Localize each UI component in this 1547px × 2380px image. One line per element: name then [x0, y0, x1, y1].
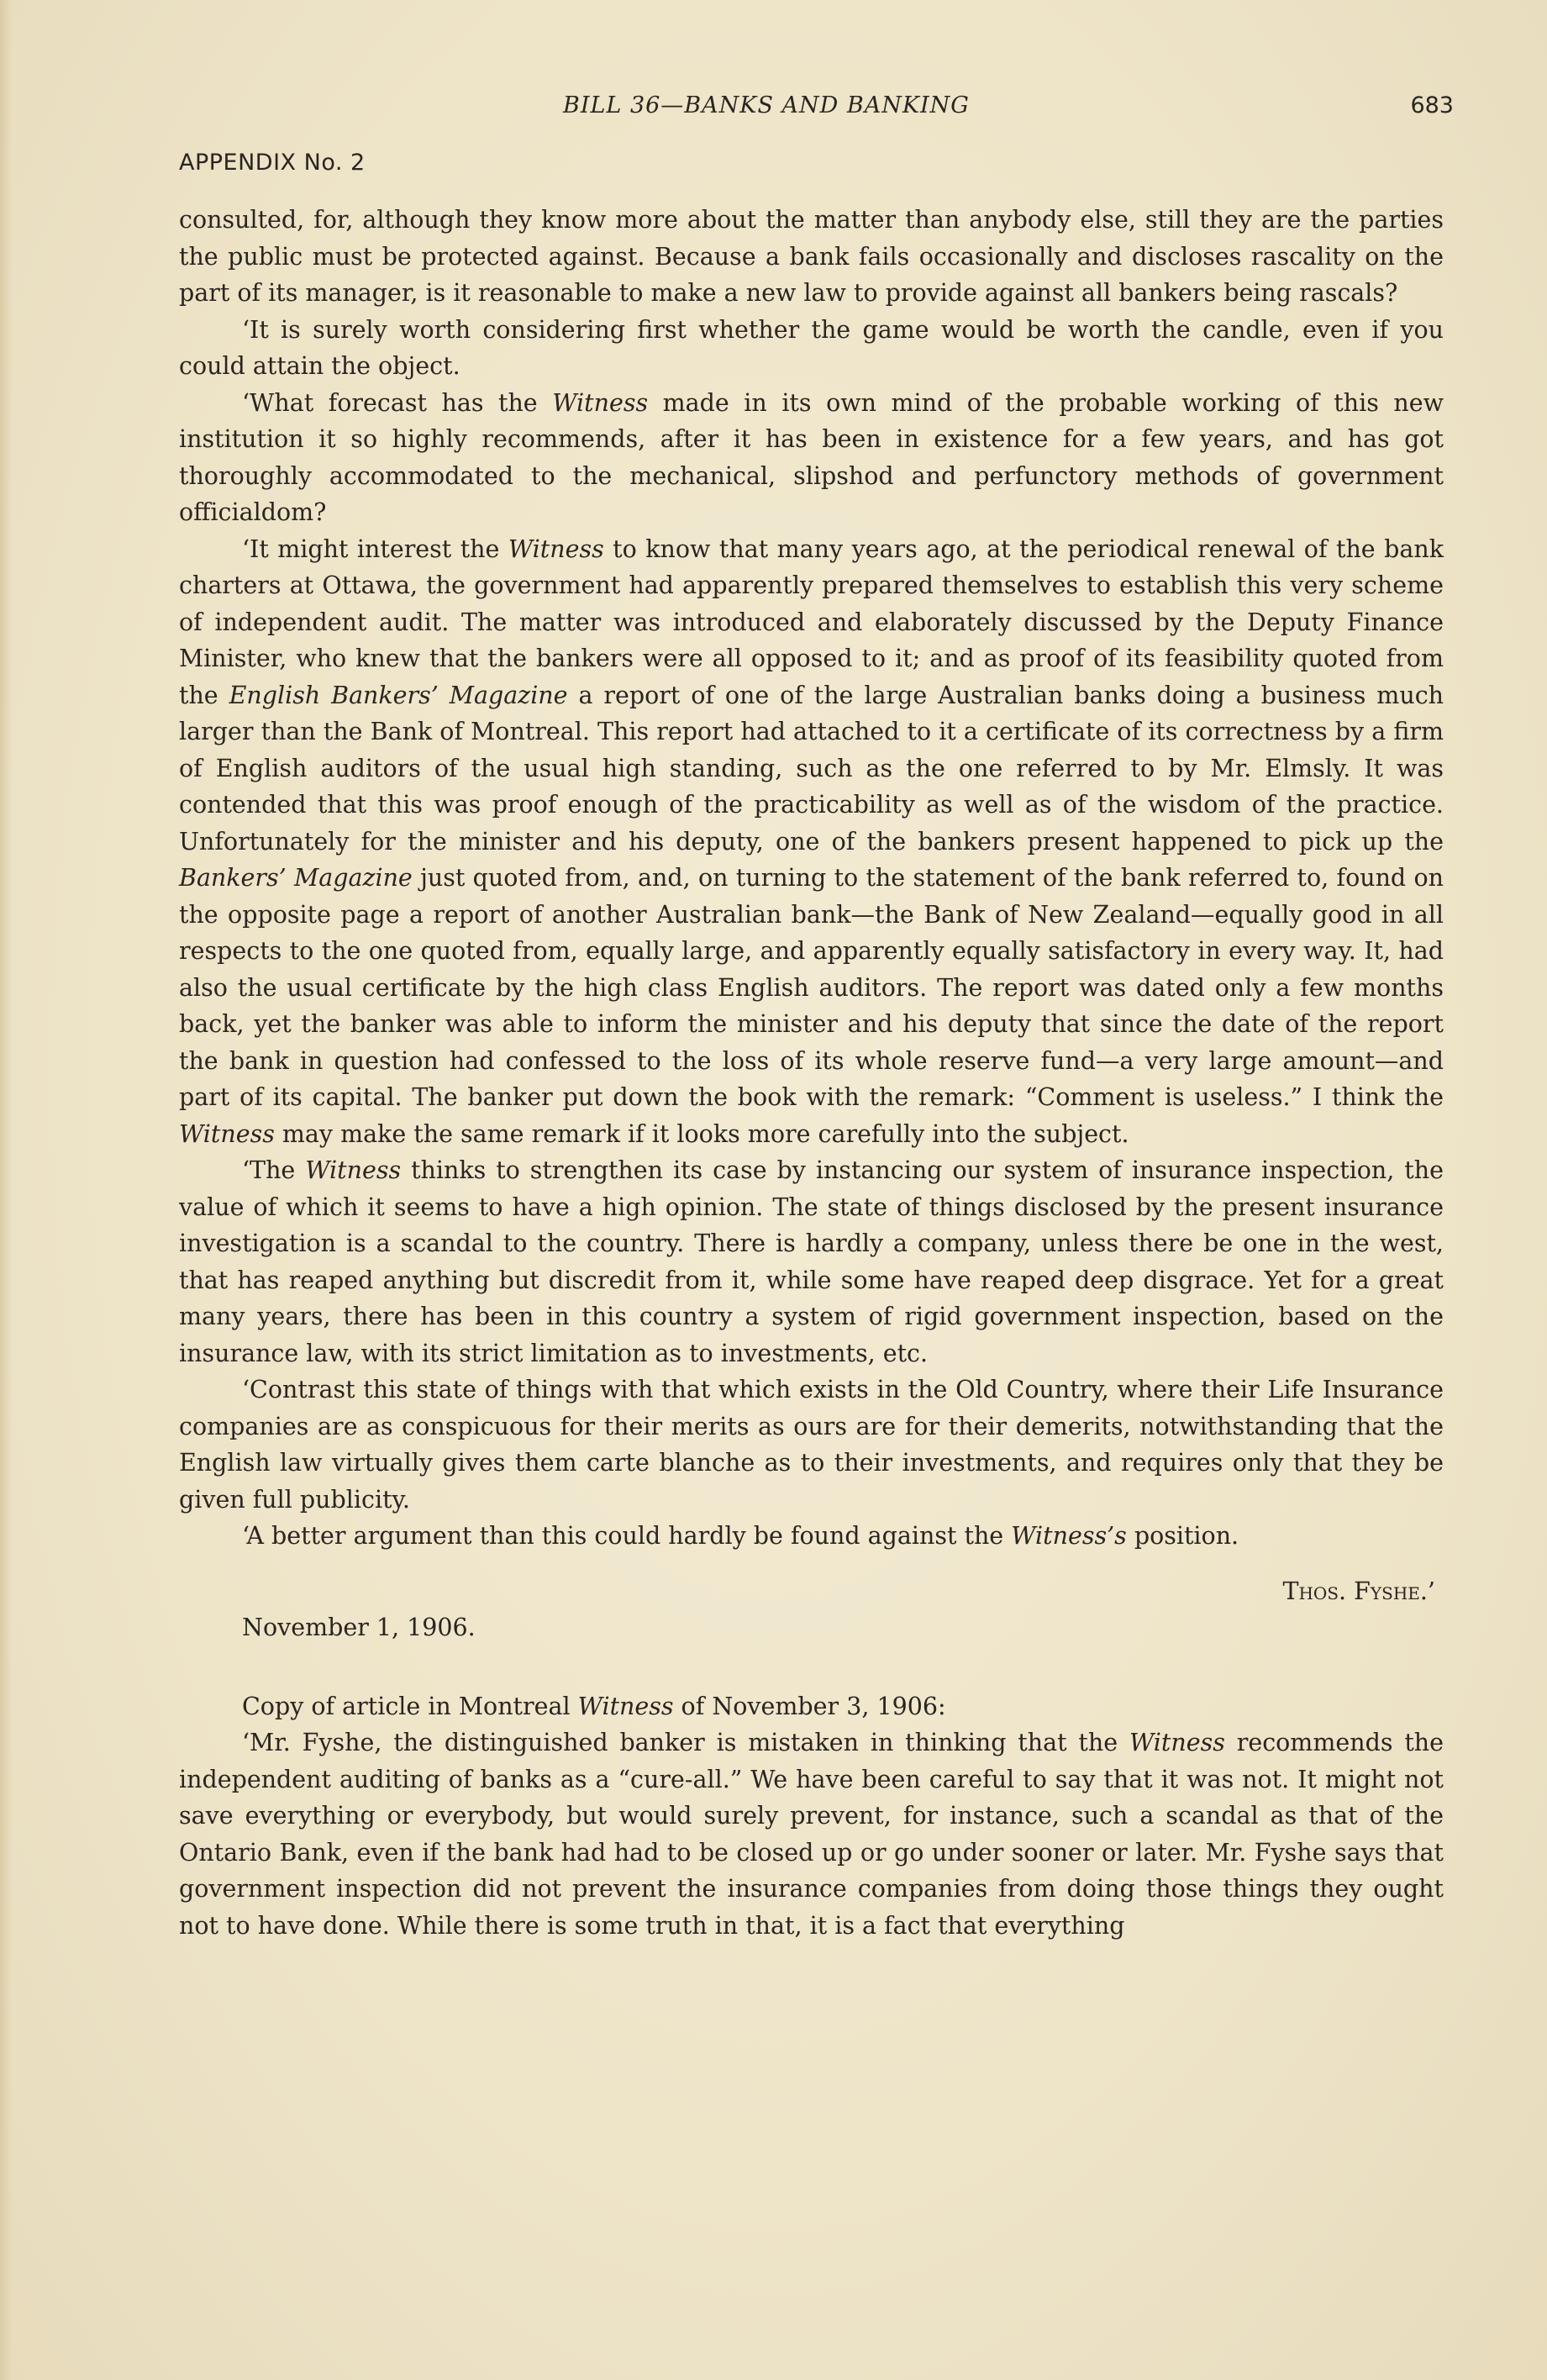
copy-heading [179, 1688, 1444, 1725]
running-head: BILL 36—BANKS AND BANKING [563, 92, 970, 118]
text-run: thinks to strengthen its case by instancing our system of insurance inspection, the value of which it seems to have a high opinion. The state of things disclosed by the present insurance investigation is a scandal to the country. There is hardly a company, unless there be one in the west, that has reaped anything but discredit from it, while some have reaped deep disgrace. Yet for a great many years, there has been in this country a system of rigid government inspection, based on the insurance law, with its strict limitation as to investments, etc. [179, 1156, 1444, 1367]
publication-name: Bankers’ Magazine [179, 864, 413, 892]
paragraph-4 [179, 531, 1444, 1153]
text-run: may make the same remark if it looks more carefully into the subject. [274, 1119, 1129, 1148]
text-run: ‘What forecast has the [242, 388, 553, 417]
text-run: made in its own mind of the probable working of this new institution it so highly recommends, after it has been in existence for a few years, and has got thoroughly accommodated to the mechanical, slipshod and perfunctory methods of government officialdom? [179, 388, 1444, 526]
publication-name: Witness [577, 1692, 674, 1720]
page-edge-shadow [0, 0, 12, 2380]
page-header [176, 92, 1454, 126]
text-run: of November 3, 1906: [673, 1692, 946, 1720]
paragraph-3 [179, 385, 1444, 531]
publication-name: English Bankers’ Magazine [229, 681, 568, 709]
paragraph-2: ‘It is surely worth considering first whether the game would be worth the candle, even if you could attain the object. [179, 315, 1444, 380]
text-run: just quoted from, and, on turning to the statement of the bank referred to, found on the opposite page a report of another Australian bank—the Bank of New Zealand—equally good in all respects to the one quoted from, equally large, and apparently equally satisfactory in every way. It, had also the usual certificate by the high class English auditors. The report was dated only a few months back, yet the banker was able to inform the minister and his deputy that since the date of the report the bank in question had confessed to the loss of its whole reserve fund—a very large amount—and part of its capital. The banker put down the book with the remark: “Comment is useless.” I think the [179, 864, 1444, 1111]
date-line: November 1, 1906. [242, 1614, 476, 1641]
signature: Thos. Fyshe.’ [1282, 1577, 1435, 1605]
text-run: ‘Mr. Fyshe, the distinguished banker is mistaken in thinking that the [242, 1729, 1129, 1756]
text-run: ‘A better argument than this could hardly be found against the [242, 1522, 1012, 1550]
text-run: position. [1126, 1522, 1239, 1550]
page-number: 683 [1410, 92, 1454, 118]
publication-name: Witness [305, 1156, 402, 1184]
paragraph-1: consulted, for, although they know more about the matter than anybody else, still they are the parties the public must be protected against. Because a bank fails occasionally and discloses rascality on the part of its manager, is it reasonable to make a new law to provide against all bankers being rascals? [179, 206, 1444, 307]
text-run: ‘The [242, 1156, 306, 1184]
publication-name: Witness [508, 534, 604, 563]
paragraph-6: ‘Contrast this state of things with that which exists in the Old Country, where their Life Insurance companies are as conspicuous for their merits as ours are for their demerits, notwithstanding that the English law virtually gives them carte blanche as to their investments, and requires only that they be given full publicity. [179, 1376, 1444, 1514]
publication-name: Witness [179, 1119, 275, 1148]
text-run: ‘It might interest the [242, 534, 508, 563]
appendix-label: APPENDIX No. 2 [179, 150, 366, 176]
paragraph-8 [179, 1724, 1444, 1944]
text-run: a report of one of the large Australian banks doing a business much larger than the Bank of Montreal. This report had attached to it a certificate of its correctness by a firm of English auditors of the usual high standing, such as the one referred to by Mr. Elmsly. It was contended that this was proof enough of the practicability as well as of the wisdom of the practice. Unfortunately for the minister and his deputy, one of the bankers present happened to pick up the [179, 681, 1444, 856]
publication-name: Witness [552, 388, 649, 417]
paragraph-5 [179, 1152, 1444, 1372]
text-run: recommends the independent auditing of banks as a “cure-all.” We have been careful to say that it was not. It might not save everything or everybody, but would surely prevent, for instance, such a scandal as that of the Ontario Bank, even if the bank had had to be closed up or go under sooner or later. Mr. Fyshe says that government inspection did not prevent the insurance companies from doing those things they ought not to have done. While there is some truth in that, it is a fact that everything [179, 1729, 1444, 1940]
publication-name: Witness [1129, 1729, 1225, 1756]
text-run: Copy of article in Montreal [242, 1692, 578, 1720]
text-run: to know that many years ago, at the periodical renewal of the bank charters at Ottawa, the government had apparently prepared themselves to establish this very scheme of independent audit. The matter was introduced and elaborately discussed by the Deputy Finance Minister, who knew that the bankers were all opposed to it; and as proof of its feasibility quoted from the [179, 534, 1444, 709]
publication-name: Witness’s [1011, 1522, 1127, 1550]
paragraph-7 [179, 1518, 1444, 1555]
body-text [179, 202, 1444, 1944]
